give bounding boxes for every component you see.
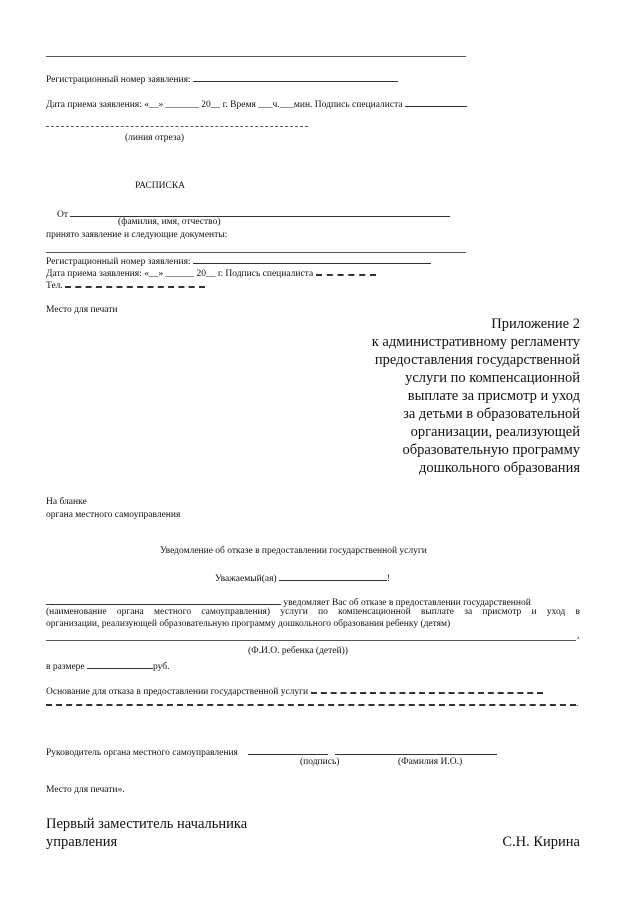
child-name-hint: (Ф.И.О. ребенка (детей)) — [248, 646, 348, 656]
amount-prefix: в размере — [46, 662, 85, 672]
receipt-phone-blank — [65, 278, 205, 288]
blank-line-1: На бланке — [46, 497, 87, 507]
appendix-line: организации, реализующей — [410, 424, 580, 440]
appendix-line: дошкольного образования — [419, 460, 580, 476]
appendix-line: предоставления государственной — [374, 352, 580, 368]
appendix-line: услуги по компенсационной — [405, 370, 580, 386]
head-label: Руководитель органа местного самоуправления — [46, 748, 238, 758]
appendix-line: выплате за присмотр и уход — [407, 388, 580, 404]
cut-line — [46, 126, 308, 127]
receipt-fio-hint: (фамилия, имя, отчество) — [118, 217, 221, 227]
amount-line — [46, 659, 169, 673]
receipt-from-label: От — [57, 210, 69, 220]
receipt-reg-number-blank — [193, 254, 431, 264]
notice-informs-text: уведомляет Вас об отказе в предоставлении государственной — [283, 598, 531, 608]
receipt-title: РАСПИСКА — [135, 181, 186, 191]
receipt-reg-number-label: Регистрационный номер заявления: — [46, 257, 191, 267]
receipt-from-blank — [70, 207, 450, 217]
receipt-stamp-place: Место для печати — [46, 305, 118, 315]
receipt-from-line — [57, 207, 450, 221]
top-date-label: Дата приема заявления: «__» _______ 20__ г. Время ___ч.___мин. Подпись специалиста — [46, 100, 403, 110]
top-reg-number-blank — [193, 72, 398, 82]
notice-body-line-3: организации, реализующей образовательную программу дошкольного образования ребенку (детям) — [46, 619, 451, 629]
reason-label: Основание для отказа в предоставлении государственной услуги — [46, 687, 309, 697]
receipt-date-label: Дата приема заявления: «__» ______ 20__ г. Подпись специалиста — [46, 269, 314, 279]
greeting-end: ! — [387, 574, 391, 584]
greeting-label: Уважаемый(ая) — [215, 574, 277, 584]
greeting-name-blank — [279, 571, 387, 581]
authority-name-blank — [46, 595, 281, 605]
appendix-line: образовательную программу — [402, 442, 580, 458]
signer-title-line-1: Первый заместитель начальника — [46, 816, 248, 832]
reason-blank-1 — [311, 684, 543, 694]
signer-name: С.Н. Кирина — [502, 834, 580, 850]
notice-stamp-place: Место для печати». — [46, 785, 125, 795]
head-signature-blank — [248, 745, 328, 755]
top-reg-number-line — [46, 72, 398, 86]
amount-suffix: руб. — [153, 662, 170, 672]
receipt-specialist-signature-blank — [316, 266, 376, 276]
appendix-line: Приложение 2 — [491, 316, 580, 332]
receipt-phone-line — [46, 278, 205, 292]
appendix-line: за детьми в образовательной — [403, 406, 580, 422]
receipt-phone-label: Тел. — [46, 281, 63, 291]
greeting-line — [215, 571, 390, 585]
child-name-line — [46, 640, 576, 641]
cut-line-label: (линия отреза) — [125, 133, 185, 143]
receipt-accepted-text: принято заявление и следующие документы: — [46, 230, 228, 240]
receipt-documents-line — [46, 252, 466, 253]
amount-blank — [87, 659, 153, 669]
reason-line-2 — [46, 696, 578, 710]
top-reg-number-label: Регистрационный номер заявления: — [46, 75, 191, 85]
notice-title: Уведомление об отказе в предоставлении государственной услуги — [160, 546, 427, 556]
head-name-blank — [335, 745, 497, 755]
appendix-header — [372, 315, 580, 477]
signature-hint: (подпись) — [300, 757, 340, 767]
signer-title-line-2: управления — [46, 834, 118, 850]
appendix-line: к административному регламенту — [371, 334, 580, 350]
top-specialist-signature-blank — [405, 97, 467, 107]
top-separator-line — [46, 56, 466, 57]
blank-line-2: органа местного самоуправления — [46, 510, 181, 520]
reason-blank-2 — [46, 696, 576, 706]
child-name-comma: , — [577, 631, 580, 641]
name-hint: (Фамилия И.О.) — [398, 757, 463, 767]
reason-period: . — [576, 699, 579, 709]
top-date-line — [46, 97, 467, 111]
notice-body-line-2: (наименование органа местного самоуправления) услуги по компенсационной выплате за присмотр и уход в — [46, 607, 580, 617]
